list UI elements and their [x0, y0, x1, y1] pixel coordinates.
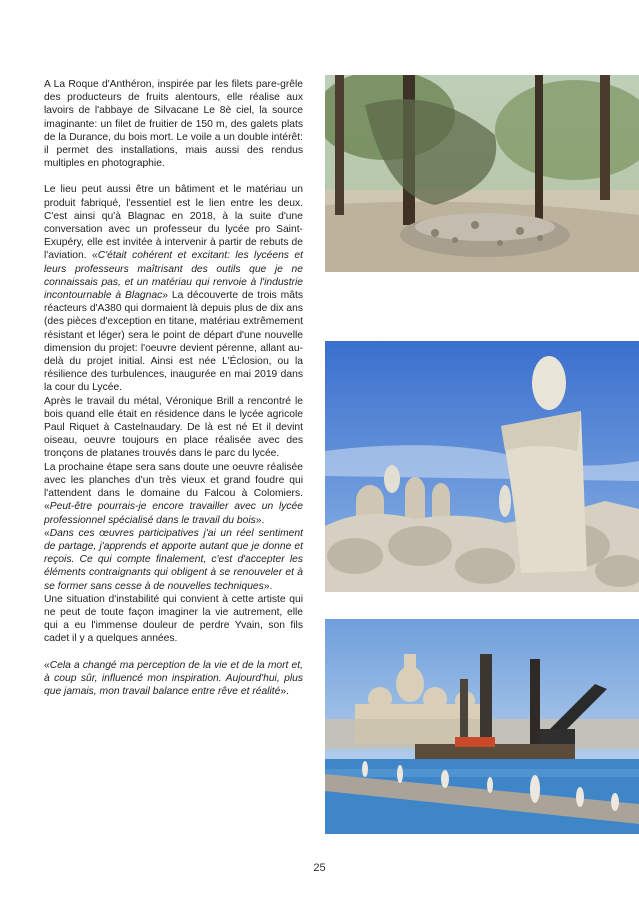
paragraph-colomiers	[44, 461, 303, 527]
paragraph-perception	[44, 659, 303, 699]
text-segment: ».	[263, 580, 273, 592]
text-segment: ».	[255, 514, 265, 526]
article-text-column	[44, 78, 303, 698]
paragraph-silvacane: A La Roque d'Anthéron, inspirée par les filets pare-grêle des producteurs de fruits alentours, elle réalise aux lavoirs de l'abbaye de Silvacane Le 8è ciel, la source imaginante: un filet de fruitier de 150 m, des galets plats de la Durance, du bois mort. Le voile a un double intérêt: il permet des installations, mais aussi des rendus multiples en photographie.	[44, 79, 303, 170]
text-segment: ».	[280, 685, 289, 697]
text-segment: » La découverte de trois mâts réacteurs d'A380 qui dormaient là depuis plus de dix ans (des pièces d'exception en titane, matériau extrêmement résistant et léger) sera le point de départ d'une nouvelle dimension du projet: l'oeuvre devient pérenne, allant au-delà du projet initial. Ainsi est née L'Éclosion, ou la résilience des turbulences, inaugurée en mai 2019 dans la cour du Lycée.	[44, 290, 303, 394]
page-number: 25	[313, 862, 326, 874]
photo-forest-installation	[325, 75, 639, 272]
paragraph-blagnac	[44, 183, 303, 394]
quote-colomiers: Peut-être pourrais-je encore travailler avec un lycée professionnel spécialisé dans le travail du bois	[44, 501, 303, 526]
paragraph-castelnaudary: Après le travail du métal, Véronique Brill a rencontré le bois quand elle était en résidence dans le lycée agricole Paul Riquet à Castelnaudary. De là est né Et il devint oiseau, oeuvre toujours en place réalisée avec des tronçons de platanes trouvés dans le parc du lycée.	[44, 395, 303, 460]
text-segment: Le lieu peut aussi être un bâtiment et le matériau un produit fabriqué, l'essentiel est le lien entre les deux. C'est ainsi qu'à Blagnac en 2018, à la suite d'une conversation avec un professeur du lycée pro Saint-Exupéry, elle est invitée à intervenir à partir de rebuts de l'aviation. «	[44, 184, 303, 262]
text-segment: La prochaine étape sera sans doute une oeuvre réalisée avec les planches d'un très vieux et grand foudre qui l'attendent dans le domaine du Falcou à Colomiers. «	[44, 461, 303, 513]
quote-participatives: Dans ces œuvres participatives j'ai un réel sentiment de partage, j'apprends et apporte autant que je donne et reçois. Ce qui compte finalement, c'est d'accepter les éléments contraignants qui obligent à se renouveler et à se former sans cesse à de nouvelles techniques	[44, 527, 303, 592]
text-segment: «	[44, 527, 50, 539]
quote-perception: Cela a changé ma perception de la vie et de la mort et, à coup sûr, influencé mon inspiration. Aujourd'hui, plus que jamais, mon travail balance entre rêve et réalité	[44, 659, 303, 697]
quote-blagnac: C'était cohérent et excitant: les lycéens et leurs professeurs maîtrisant des outils que je ne connaissais pas, et un matériau qui renvoie à l'industrie incontournable à Blagnac	[44, 250, 303, 302]
paragraph-participatives	[44, 527, 303, 593]
photo-balanced-stones	[325, 341, 639, 592]
paragraph-instabilite: Une situation d'instabilité qui convient à cette artiste qui ne peut de toute façon imaginer la vie autrement, elle qui a eu l'immense douleur de perdre Yvain, son fils cadet il y a quelques années.	[44, 593, 303, 645]
text-segment: «	[44, 659, 50, 671]
photo-harbour-installation	[325, 619, 639, 834]
